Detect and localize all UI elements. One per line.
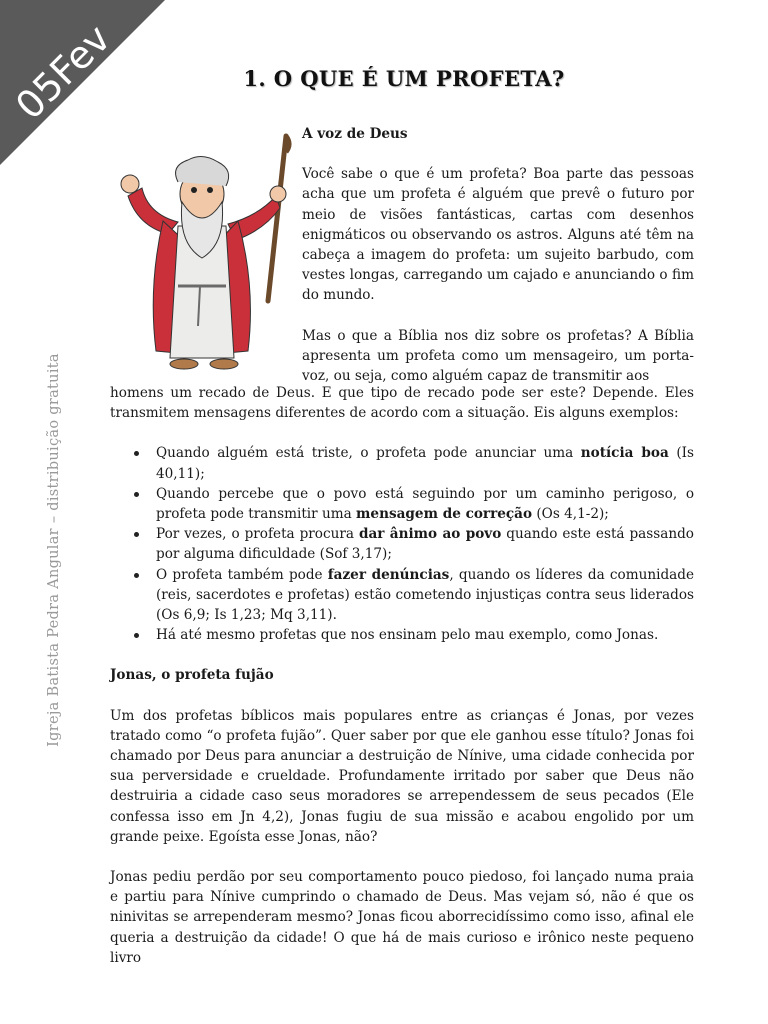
section-heading-jonas: Jonas, o profeta fujão xyxy=(110,667,274,684)
page-title: 1. O QUE É UM PROFETA? xyxy=(243,66,565,91)
examples-list xyxy=(110,443,694,645)
highlight-text: mensagem de correção xyxy=(356,506,533,523)
highlight-text: notícia boa xyxy=(580,445,669,462)
list-item: Há até mesmo profetas que nos ensinam pelo mau exemplo, como Jonas. xyxy=(110,625,694,645)
highlight-text: fazer denúncias xyxy=(327,566,450,583)
prophet-illustration xyxy=(108,126,293,381)
side-church-label: Igreja Batista Pedra Angular – distribuição gratuita xyxy=(46,353,62,747)
intro-column xyxy=(302,124,694,386)
main-column xyxy=(110,383,694,988)
date-corner-label: 05Fev xyxy=(7,16,119,128)
bible-paragraph-end: homens um recado de Deus. E que tipo de recado pode ser este? Depende. Eles transmitem mensagens diferentes de acordo com a situação. Eis alguns exemplos: xyxy=(110,385,694,422)
list-item: Por vezes, o profeta procura dar ânimo ao povo quando este está passando por alguma dificuldade (Sof 3,17); xyxy=(110,524,694,564)
bible-paragraph-start: Mas o que a Bíblia nos diz sobre os profetas? A Bíblia apresenta um profeta como um mensageiro, um porta-voz, ou seja, como alguém capaz de transmitir aos xyxy=(302,327,694,385)
jonas-paragraph-2: Jonas pediu perdão por seu comportamento pouco piedoso, foi lançado numa praia e partiu para Nínive cumprindo o chamado de Deus. Mas vejam só, não é que os ninivitas se arrependeram mesmo? Jonas ficou aborrecidíssimo como isso, afinal ele queria a destruição da cidade! O que há de mais curioso e irônico neste pequeno livro xyxy=(110,869,694,966)
highlight-text: dar ânimo ao povo xyxy=(358,526,502,543)
list-item: Quando percebe que o povo está seguindo por um caminho perigoso, o profeta pode transmitir uma mensagem de correção (Os 4,1-2); xyxy=(110,484,694,524)
section-heading-voz-de-deus: A voz de Deus xyxy=(302,126,408,142)
intro-paragraph: Você sabe o que é um profeta? Boa parte das pessoas acha que um profeta é alguém que prevê o futuro por meio de visões fantásticas, cartas com desenhos enigmáticos ou observando os astros. Alguns até têm na cabeça a imagem do profeta: um sujeito barbudo, com vestes longas, carregando um cajado e anunciando o fim do mundo. xyxy=(302,166,694,304)
list-item: Quando alguém está triste, o profeta pode anunciar uma notícia boa (Is 40,11); xyxy=(110,443,694,483)
jonas-paragraph-1: Um dos profetas bíblicos mais populares entre as crianças é Jonas, por vezes tratado como “o profeta fujão”. Quer saber por que ele ganhou esse título? Jonas foi chamado por Deus para anunciar a destruição de Nínive, uma cidade conhecida por sua perversidade e crueldade. Profundamente irritado por saber que Deus não destruiria a cidade caso seus moradores se arrependessem de seus pecados (Ele confessa isso em Jn 4,2), Jonas fugiu de sua missão e acabou engolido por um grande peixe. Egoísta esse Jonas, não? xyxy=(110,707,694,845)
list-item: O profeta também pode fazer denúncias, quando os líderes da comunidade (reis, sacerdotes e profetas) estão cometendo injustiças contra seus liderados (Os 6,9; Is 1,23; Mq 3,11). xyxy=(110,565,694,626)
